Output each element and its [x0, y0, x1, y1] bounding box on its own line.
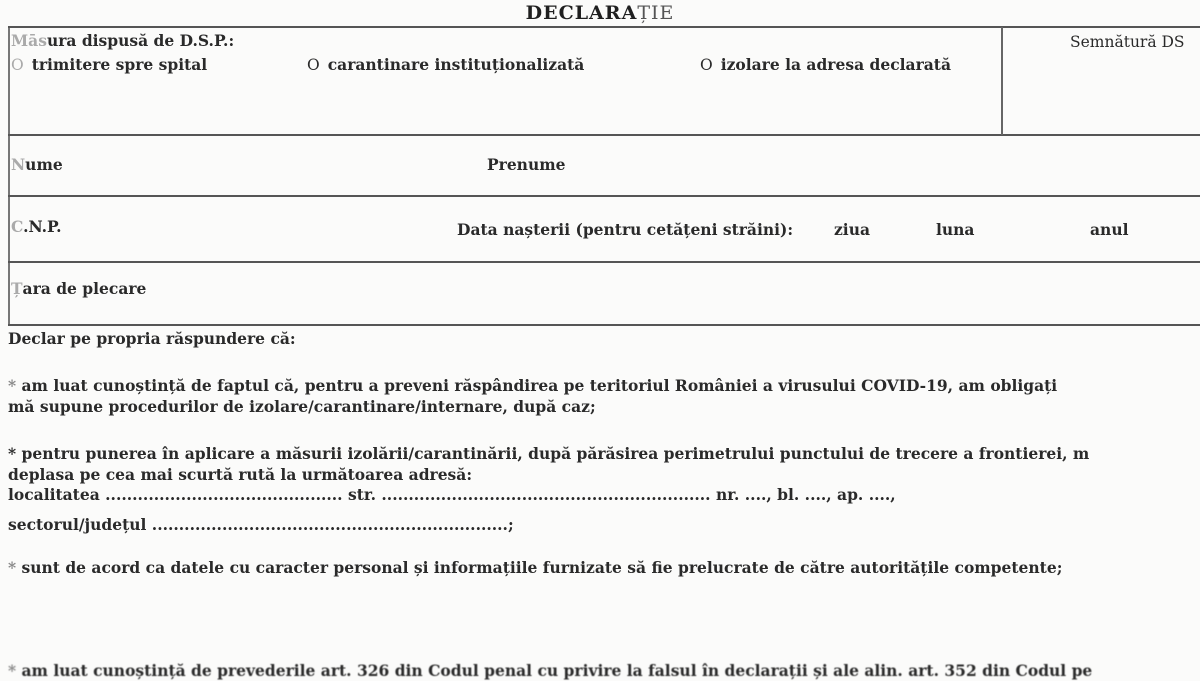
- departure-country-label-rest: ara de plecare: [22, 279, 147, 298]
- asterisk-icon: *: [8, 444, 17, 463]
- nume-label-rest: ume: [25, 155, 63, 174]
- declaration-item-1-line-1: [8, 375, 1057, 396]
- prenume-label: Prenume: [487, 155, 566, 174]
- table-divider-measure: [8, 134, 1200, 136]
- declaration-item-4-text: am luat cunoștință de prevederile art. 326 din Codul penal cu privire la falsul în declarații și ale alin. art. 352 din Codul pe: [16, 661, 1093, 680]
- declaration-item-2-text: pentru punerea în aplicare a măsurii izolării/carantinării, după părăsirea perimetrului punctului de trecere a frontierei, m: [16, 444, 1090, 463]
- cnp-label-rest: .N.P.: [23, 217, 62, 236]
- declaration-item-3-text: sunt de acord ca datele cu caracter personal și informațiile furnizate să fie prelucrate de către autoritățile competente;: [16, 558, 1063, 577]
- signature-dsp-label: Semnătură DS: [1070, 33, 1185, 51]
- option-isolation-label: izolare la adresa declarată: [720, 55, 951, 74]
- cnp-field[interactable]: [90, 200, 440, 255]
- measure-label-rest: ura dispusă de D.S.P.:: [46, 31, 235, 50]
- option-hospital-label: trimitere spre spital: [31, 55, 208, 74]
- option-quarantine-label: carantinare instituționalizată: [327, 55, 585, 74]
- option-quarantine[interactable]: [307, 55, 584, 74]
- asterisk-icon: *: [8, 376, 17, 395]
- title-main: DECLARA: [525, 2, 638, 24]
- asterisk-icon: *: [8, 558, 17, 577]
- radio-circle-icon[interactable]: O: [11, 56, 24, 74]
- declaration-item-1-text: am luat cunoștință de faptul că, pentru a preveni răspândirea pe teritoriul României a virusului COVID-19, am obligați: [16, 376, 1058, 395]
- measure-label-faded: Mās: [11, 31, 47, 50]
- birth-day-label: ziua: [834, 220, 871, 239]
- departure-country-label-faded: Ț: [11, 279, 23, 298]
- table-bottom-border: [8, 324, 1200, 326]
- declaration-intro: Declar pe propria răspundere că:: [8, 329, 296, 348]
- cnp-label-faded: C: [11, 217, 24, 236]
- option-isolation[interactable]: [700, 55, 951, 74]
- address-line[interactable]: localitatea ............................................ str. ............................................................. nr. ...., bl. ...., ap. ....,: [8, 485, 896, 504]
- nume-field[interactable]: [80, 140, 480, 190]
- table-top-border: [8, 26, 1200, 28]
- prenume-field[interactable]: [580, 140, 1200, 190]
- option-hospital[interactable]: [11, 55, 207, 74]
- nume-label: [11, 155, 63, 174]
- departure-country-field[interactable]: [170, 266, 1200, 320]
- nume-label-faded: N: [11, 155, 26, 174]
- birth-year-label: anul: [1090, 220, 1129, 239]
- table-divider-name: [8, 195, 1200, 197]
- birth-date-label: Data nașterii (pentru cetățeni străini):: [457, 220, 794, 239]
- declaration-item-4: [8, 660, 1092, 681]
- declaration-item-1-line-2: mă supune procedurilor de izolare/carantinare/internare, după caz;: [8, 397, 596, 416]
- radio-circle-icon[interactable]: O: [700, 56, 713, 74]
- declaration-item-2-line-2: deplasa pe cea mai scurtă rută la următoarea adresă:: [8, 465, 473, 484]
- document-title: [0, 0, 1200, 26]
- declaration-item-2-line-1: [8, 443, 1089, 464]
- departure-country-label: [11, 279, 146, 298]
- cnp-label: [11, 217, 62, 236]
- declaration-item-3: [8, 557, 1062, 578]
- title-tail: ȚIE: [637, 2, 675, 24]
- signature-field[interactable]: [1005, 60, 1200, 132]
- asterisk-icon: *: [8, 661, 17, 680]
- birth-month-label: luna: [936, 220, 975, 239]
- signature-column-divider: [1001, 27, 1003, 135]
- radio-circle-icon[interactable]: O: [307, 56, 320, 74]
- table-divider-cnp: [8, 261, 1200, 263]
- county-line[interactable]: sectorul/județul ..................................................................;: [8, 515, 514, 534]
- measure-label: [11, 31, 234, 50]
